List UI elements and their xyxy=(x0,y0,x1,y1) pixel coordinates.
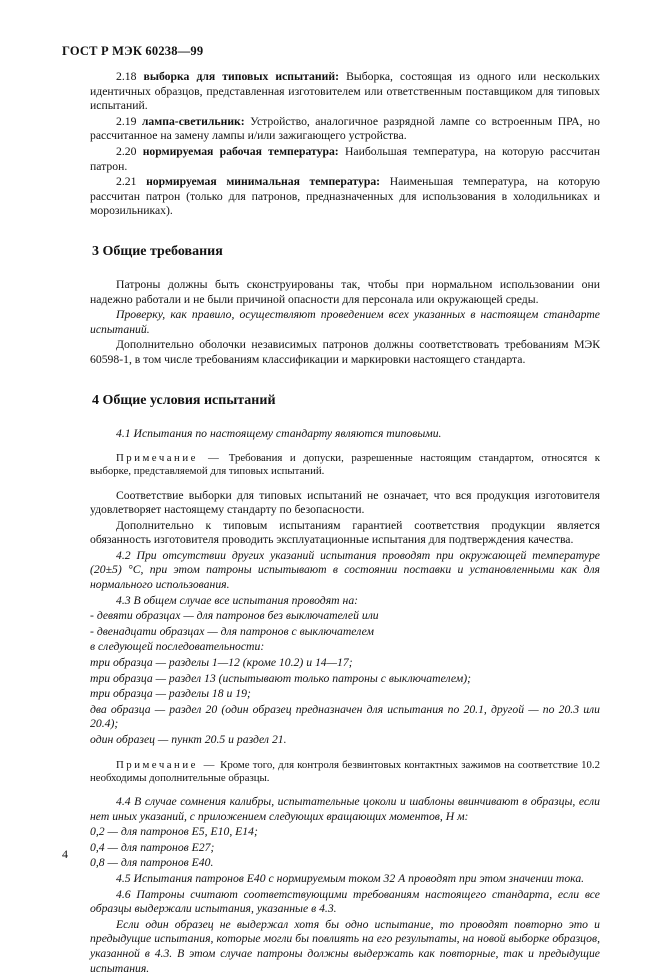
sequence-item: три образца — раздел 13 (испытывают только патроны с выключателем); xyxy=(90,671,471,685)
clause-4-5: 4.5 Испытания патронов Е40 с нормируемым током 32 А проводят при этом значении тока. xyxy=(116,871,585,885)
note-text: Кроме того, для контроля безвинтовых контактных зажимов на соответствие 10.2 необходимы дополнительные образцы. xyxy=(90,758,600,784)
note-2 xyxy=(90,759,600,785)
list-item: - двенадцати образцах — для патронов с выключателем xyxy=(90,624,374,638)
clause-4-6: 4.6 Патроны считают соответствующими требованиям настоящего стандарта, если все образцы выдержали испытания, указанные в 4.3. xyxy=(90,887,600,916)
term: лампа-светильник: xyxy=(141,114,245,128)
term: выборка для типовых испытаний: xyxy=(143,70,339,83)
list-item: - девяти образцах — для патронов без выключателей или xyxy=(90,609,379,623)
note-text: Требования и допуски, разрешенные настоящим стандартом, относятся к выборке, представляемой для типовых испытаний. xyxy=(90,452,600,478)
clause-4-2: 4.2 При отсутствии других указаний испытания проводят при окружающей температуре (20±5) °С, при этом патроны испытывают в состоянии поставки и установленными как для нормального использования. xyxy=(90,548,600,592)
para-additional-tests: Дополнительно к типовым испытаниям гарантией соответствия продукции является обязанность изготовителя проводить эксплуатационные испытания для подтверждения качества. xyxy=(90,518,600,547)
page-number: 4 xyxy=(62,847,68,861)
section-3-heading: 3 Общие требования xyxy=(92,243,223,259)
definition-2-19 xyxy=(90,115,600,144)
clause-number: 2.21 xyxy=(116,175,137,189)
clause-4-3: 4.3 В общем случае все испытания проводят на: xyxy=(116,593,359,607)
sequence-intro: в следующей последовательности: xyxy=(90,640,265,654)
para-sample-conformity: Соответствие выборки для типовых испытаний не означает, что вся продукция изготовителя удовлетворяет настоящему стандарту по безопасности. xyxy=(90,488,600,517)
note-1 xyxy=(90,452,600,478)
sequence-item: один образец — пункт 20.5 и раздел 21. xyxy=(90,733,287,746)
sequence-item: три образца — разделы 1—12 (кроме 10.2) и 14—17; xyxy=(90,656,353,670)
section-4-heading: 4 Общие условия испытаний xyxy=(92,392,276,408)
sequence-item: два образца — раздел 20 (один образец предназначен для испытания по 20.1, другой — по 20.3 или 20.4); xyxy=(90,702,600,731)
term: нормируемая минимальная температура: xyxy=(146,175,381,189)
section-3-para-1: Патроны должны быть сконструированы так, чтобы при нормальном использовании они надежно работали и не были причиной опасности для персонала или окружающей среды. xyxy=(90,277,600,306)
clause-4-1: 4.1 Испытания по настоящему стандарту являются типовыми. xyxy=(116,426,442,440)
term: нормируемая рабочая температура: xyxy=(142,144,339,158)
page-header: ГОСТ Р МЭК 60238—99 xyxy=(62,44,204,58)
definition-text: Выборка, состоящая из одного или нескольких идентичных образцов, представленная изготовителем или ответственным поставщиком для типовых испытаний. xyxy=(90,70,601,113)
clause-number: 2.20 xyxy=(116,144,137,158)
section-3-para-3: Дополнительно оболочки независимых патронов должны соответствовать требованиям МЭК 60598-1, в том числе требованиям классификации и маркировки настоящего стандарта. xyxy=(90,338,600,366)
definition-text: Наибольшая температура, на которую рассчитан патрон. xyxy=(90,144,601,173)
torque-item: 0,8 — для патронов Е40. xyxy=(90,856,214,870)
definition-text: Устройство, аналогичное разрядной лампе со встроенным ПРА, но рассчитанное на замену лампы и/или зажигающего устройства. xyxy=(90,114,601,143)
body-text xyxy=(90,70,600,977)
note-label: Примечание — xyxy=(116,758,217,771)
clause-4-4: 4.4 В случае сомнения калибры, испытательные цоколи и шаблоны ввинчивают в образцы, если нет иных указаний, с приложением следующих вращающих моментов, Н м: xyxy=(90,795,600,823)
definition-2-20 xyxy=(90,145,600,174)
sequence-item: три образца — разделы 18 и 19; xyxy=(90,687,251,701)
clause-number: 2.18 xyxy=(116,70,137,83)
torque-item: 0,4 — для патронов Е27; xyxy=(90,840,215,854)
definition-text: Наименьшая температура, на которую рассчитан патрон (только для патронов, предназначенных для использования в холодильниках и морозильниках). xyxy=(90,175,600,218)
section-3-para-2: Проверку, как правило, осуществляют проведением всех указанных в настоящем стандарте испытаний. xyxy=(90,308,600,336)
clause-number: 2.19 xyxy=(116,114,137,128)
definition-2-21 xyxy=(90,175,600,219)
definition-2-18 xyxy=(90,70,600,114)
torque-item: 0,2 — для патронов Е5, Е10, Е14; xyxy=(90,825,258,839)
clause-4-6-cont: Если один образец не выдержал хотя бы одно испытание, то проводят повторно это и предыдущие испытания, которые могли бы повлиять на его результаты, на новой выборке образцов, указанной в 4.3. В этом случае патроны должны выдержать как повторные, так и предыдущие испытания. xyxy=(90,917,600,975)
note-label: Примечание — xyxy=(116,452,222,465)
